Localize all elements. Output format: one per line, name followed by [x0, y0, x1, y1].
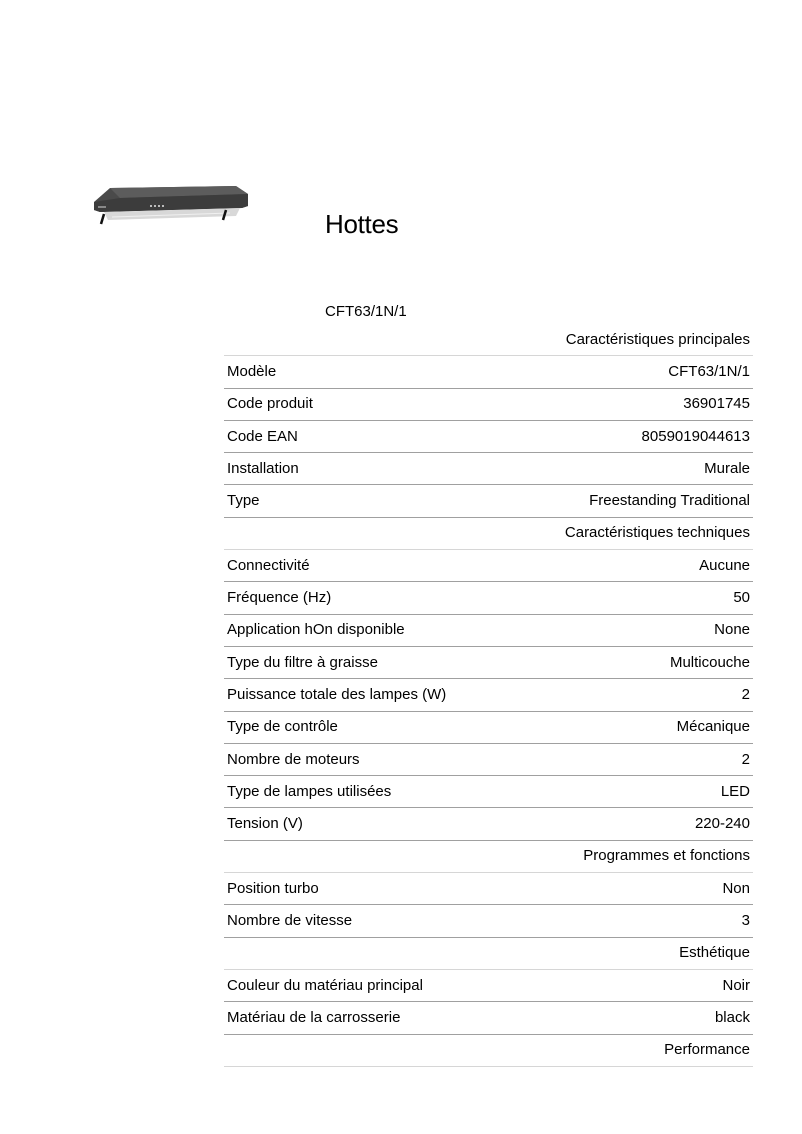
spec-value: Freestanding Traditional	[589, 492, 750, 510]
spec-value: LED	[720, 782, 750, 800]
table-row	[224, 614, 753, 646]
table-row	[224, 582, 753, 614]
table-row	[224, 711, 753, 743]
spec-value: Noir	[722, 976, 750, 994]
table-row	[224, 420, 753, 452]
spec-value: Murale	[704, 459, 750, 477]
spec-label: Installation	[227, 459, 299, 477]
table-row	[224, 646, 753, 678]
range-hood-icon	[90, 184, 252, 226]
model-reference: CFT63/1N/1	[325, 303, 407, 320]
spec-label	[224, 937, 510, 969]
table-row	[224, 808, 753, 840]
range-hood-image	[90, 184, 252, 226]
spec-value: 8059019044613	[641, 427, 750, 445]
spec-table	[224, 324, 753, 1067]
table-row	[224, 679, 753, 711]
spec-value: 2	[741, 685, 750, 703]
spec-label: Position turbo	[227, 879, 319, 897]
section-title: Performance	[664, 1041, 750, 1059]
page-title: Hottes	[325, 209, 399, 239]
section-title: Caractéristiques techniques	[564, 524, 750, 542]
table-row	[224, 776, 753, 808]
spec-label: Nombre de vitesse	[227, 911, 353, 929]
spec-label: Nombre de moteurs	[227, 750, 360, 768]
spec-label: Tension (V)	[227, 815, 303, 833]
spec-label: Connectivité	[227, 556, 310, 574]
spec-value: 50	[733, 589, 750, 607]
spec-label: Code EAN	[227, 427, 298, 445]
spec-value: CFT63/1N/1	[668, 362, 750, 380]
section-title: Programmes et fonctions	[583, 847, 750, 865]
table-row	[224, 873, 753, 905]
spec-label: Puissance totale des lampes (W)	[227, 685, 447, 703]
spec-label: Application hOn disponible	[227, 621, 405, 639]
table-row	[224, 388, 753, 420]
spec-label	[224, 517, 510, 549]
spec-value: Mécanique	[676, 718, 750, 736]
table-row	[224, 1002, 753, 1034]
spec-label	[224, 1034, 510, 1066]
table-row	[224, 905, 753, 937]
section-header-row	[224, 937, 753, 969]
spec-value: 36901745	[683, 395, 750, 413]
spec-value: None	[714, 621, 750, 639]
table-row	[224, 453, 753, 485]
spec-label	[224, 324, 510, 356]
spec-value: 2	[741, 750, 750, 768]
spec-label: Type de lampes utilisées	[227, 782, 392, 800]
spec-label: Type	[227, 492, 260, 510]
table-row	[224, 485, 753, 517]
spec-label: Type du filtre à graisse	[227, 653, 378, 671]
spec-label: Couleur du matériau principal	[227, 976, 423, 994]
spec-label: Matériau de la carrosserie	[227, 1008, 401, 1026]
table-row	[224, 969, 753, 1001]
section-header-row	[224, 840, 753, 872]
table-row	[224, 356, 753, 388]
spec-label: Type de contrôle	[227, 718, 338, 736]
section-header-row	[224, 324, 753, 356]
spec-label: Code produit	[227, 395, 313, 413]
spec-value: 3	[741, 911, 750, 929]
spec-value: Non	[722, 879, 750, 897]
spec-value: Multicouche	[669, 653, 750, 671]
spec-value: 220-240	[694, 815, 750, 833]
section-header-row	[224, 517, 753, 549]
spec-value: Aucune	[699, 556, 750, 574]
table-row	[224, 743, 753, 775]
table-row	[224, 550, 753, 582]
spec-label: Fréquence (Hz)	[227, 589, 332, 607]
section-header-row	[224, 1034, 753, 1066]
spec-label	[224, 840, 510, 872]
section-title: Caractéristiques principales	[565, 330, 750, 348]
section-title: Esthétique	[679, 944, 750, 962]
spec-value: black	[714, 1008, 750, 1026]
spec-label: Modèle	[227, 362, 277, 380]
